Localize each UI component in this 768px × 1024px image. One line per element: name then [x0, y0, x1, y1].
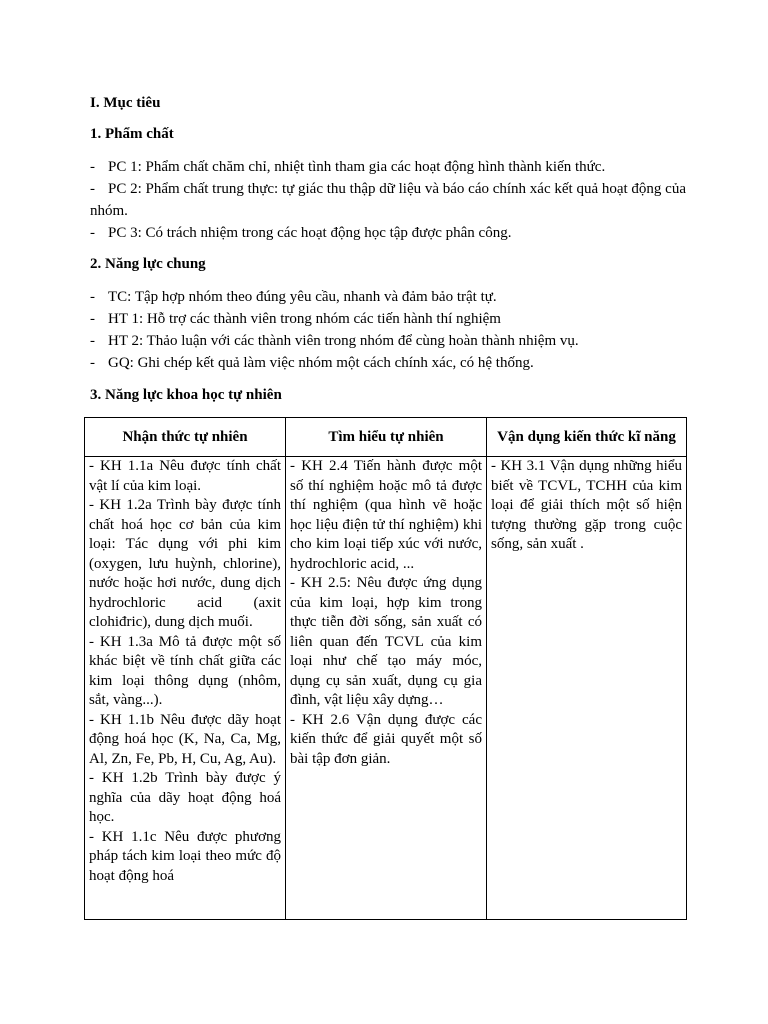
- heading-qualities: 1. Phẩm chất: [90, 126, 174, 142]
- table-header: Tìm hiểu tự nhiên: [286, 418, 487, 457]
- general-competence-list: [90, 286, 690, 374]
- table-header: Nhận thức tự nhiên: [85, 418, 286, 457]
- table-header: Vận dụng kiến thức kĩ năng: [487, 418, 687, 457]
- table-cell: [487, 457, 687, 920]
- heading-general-competence: 2. Năng lực chung: [90, 256, 206, 272]
- list-item: - KH 2.6 Vận dụng được các kiến thức để giải quyết một số bài tập đơn giản.: [290, 711, 482, 767]
- list-item: - GQ: Ghi chép kết quả làm việc nhóm một cách chính xác, có hệ thống.: [90, 355, 534, 371]
- heading-objectives: I. Mục tiêu: [90, 95, 161, 111]
- table-cell: [286, 457, 487, 920]
- list-item: - KH 1.1a Nêu được tính chất vật lí của kim loại.: [89, 458, 281, 494]
- qualities-list: [90, 156, 690, 244]
- heading-science-competence: 3. Năng lực khoa học tự nhiên: [90, 387, 282, 403]
- list-item: - KH 3.1 Vận dụng những hiểu biết về TCVL, TCHH của kim loại để giải thích một số hiện tượng thường gặp trong cuộc sống, sản xuất .: [491, 458, 682, 552]
- list-item: - KH 1.1c Nêu được phương pháp tách kim loại theo mức độ hoạt động hoá: [89, 828, 281, 884]
- list-item: - PC 3: Có trách nhiệm trong các hoạt động học tập được phân công.: [90, 225, 512, 241]
- competence-table: [84, 417, 687, 920]
- list-item: - HT 2: Thảo luận với các thành viên trong nhóm để cùng hoàn thành nhiệm vụ.: [90, 333, 579, 349]
- list-item: - KH 1.2b Trình bày được ý nghĩa của dãy hoạt động hoá học.: [89, 770, 281, 825]
- list-item: - KH 1.2a Trình bày được tính chất hoá học cơ bản của kim loại: Tác dụng với phi kim (oxygen, lưu huỳnh, chlorine), nước hoặc hơi nước, dung dịch hydrochloric acid (axit clohiđric), dung dịch muối.: [89, 497, 281, 630]
- table-cell: [85, 457, 286, 920]
- list-item: - KH 1.3a Mô tả được một số khác biệt về tính chất giữa các kim loại thông dụng (nhôm, sắt, vàng...).: [89, 633, 281, 708]
- list-item: - HT 1: Hỗ trợ các thành viên trong nhóm các tiến hành thí nghiệm: [90, 311, 501, 327]
- list-item: - KH 1.1b Nêu được dãy hoạt động hoá học (K, Na, Ca, Mg, Al, Zn, Fe, Pb, H, Cu, Ag, Au).: [89, 711, 281, 767]
- list-item: - PC 2: Phẩm chất trung thực: tự giác thu thập dữ liệu và báo cáo chính xác kết quả hoạt động của nhóm.: [90, 181, 686, 219]
- list-item: - KH 2.4 Tiến hành được một số thí nghiệm hoặc mô tả được thí nghiệm (qua hình vẽ hoặc học liệu điện tử thí nghiệm) khi cho kim loại tiếp xúc với nước, hydrochloric acid, ...: [290, 458, 482, 572]
- list-item: - TC: Tập hợp nhóm theo đúng yêu cầu, nhanh và đảm bảo trật tự.: [90, 289, 497, 305]
- list-item: - KH 2.5: Nêu được ứng dụng của kim loại, hợp kim trong thực tiễn đời sống, sản xuất có liên quan đến TCVL của kim loại như chế tạo máy móc, dụng cụ sản xuất, dụng cụ gia đình, vật liệu xây dựng…: [290, 575, 482, 708]
- list-item: - PC 1: Phẩm chất chăm chỉ, nhiệt tình tham gia các hoạt động hình thành kiến thức.: [90, 159, 606, 175]
